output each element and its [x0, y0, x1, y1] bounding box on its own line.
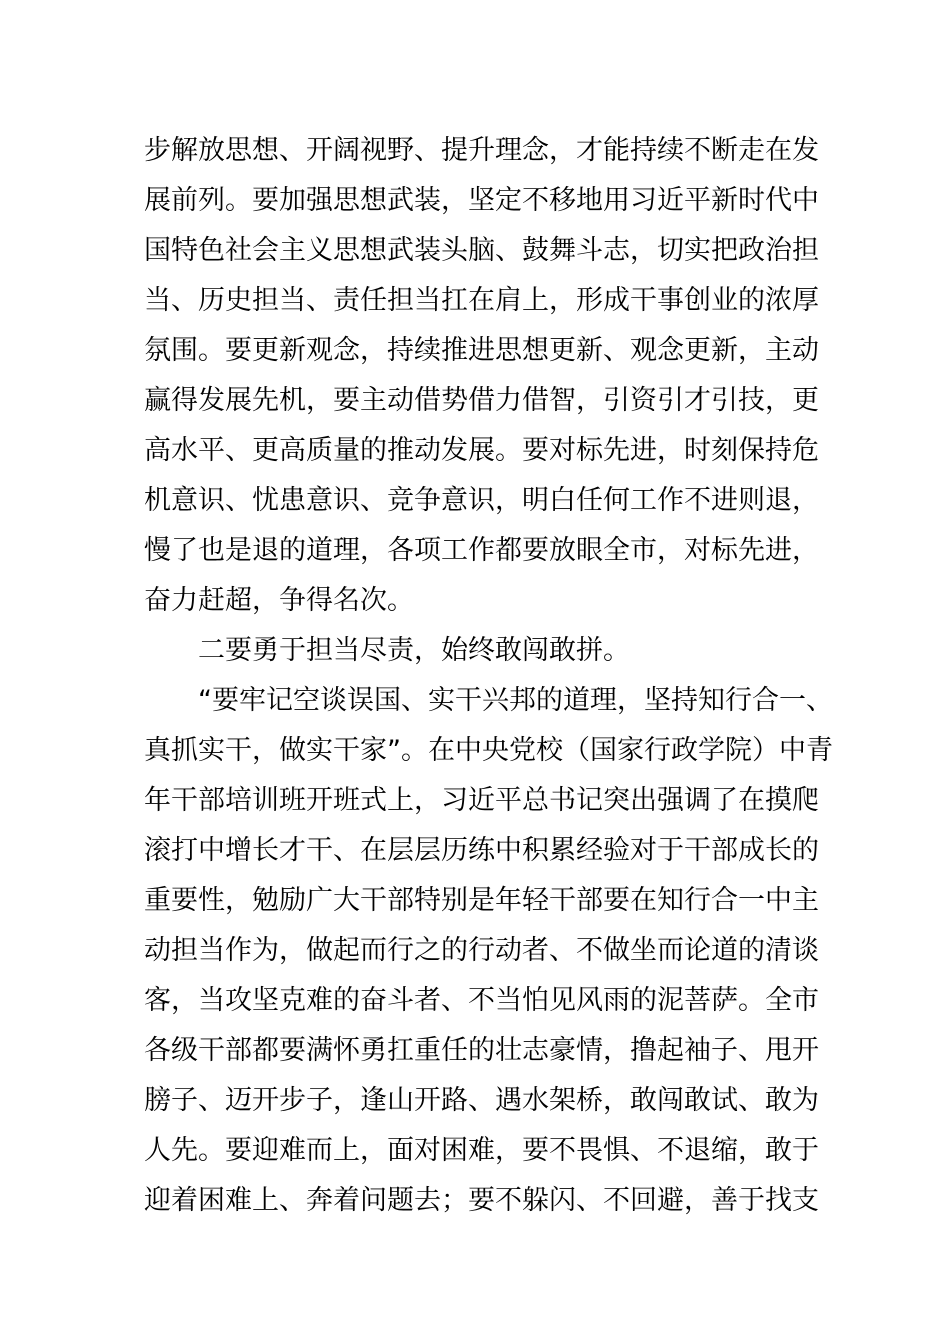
text-line: 步解放思想、开阔视野、提升理念，才能持续不断走在发 [144, 135, 819, 166]
text-line: 赢得发展先机，要主动借势借力借智，引资引才引技，更 [144, 385, 819, 416]
text-line: 各级干部都要满怀勇扛重任的壮志豪情，撸起袖子、甩开 [144, 1035, 819, 1066]
text-line: 动担当作为，做起而行之的行动者、不做坐而论道的清谈 [144, 935, 819, 966]
quote-line: “要牢记空谈误国、实干兴邦的道理，坚持知行合一、 [198, 685, 833, 716]
body-text [144, 126, 833, 1226]
text-line: 国特色社会主义思想武装头脑、鼓舞斗志，切实把政治担 [144, 235, 819, 266]
text-line: 真抓实干，做实干家”。在中央党校（国家行政学院）中青 [144, 735, 833, 766]
text-line: 当、历史担当、责任担当扛在肩上，形成干事创业的浓厚 [144, 285, 819, 316]
text-line: 人先。要迎难而上，面对困难，要不畏惧、不退缩，敢于 [144, 1135, 819, 1166]
text-line: 展前列。要加强思想武装，坚定不移地用习近平新时代中 [144, 185, 819, 216]
section-heading: 二要勇于担当尽责，始终敢闯敢拼。 [198, 635, 630, 666]
text-line: 高水平、更高质量的推动发展。要对标先进，时刻保持危 [144, 435, 819, 466]
text-line: 慢了也是退的道理，各项工作都要放眼全市，对标先进， [144, 535, 819, 566]
paragraph-end-line: 奋力赶超，争得名次。 [144, 585, 414, 616]
text-line: 年干部培训班开班式上，习近平总书记突出强调了在摸爬 [144, 785, 819, 816]
text-line: 重要性，勉励广大干部特别是年轻干部要在知行合一中主 [144, 885, 819, 916]
text-line: 氛围。要更新观念，持续推进思想更新、观念更新，主动 [144, 335, 819, 366]
text-line: 迎着困难上、奔着问题去；要不躲闪、不回避，善于找支 [144, 1185, 819, 1216]
text-line: 膀子、迈开步子，逢山开路、遇水架桥，敢闯敢试、敢为 [144, 1085, 819, 1116]
text-line: 滚打中增长才干、在层层历练中积累经验对于干部成长的 [144, 835, 819, 866]
text-line: 机意识、忧患意识、竞争意识，明白任何工作不进则退， [144, 485, 819, 516]
text-line: 客，当攻坚克难的奋斗者、不当怕见风雨的泥菩萨。全市 [144, 985, 819, 1016]
